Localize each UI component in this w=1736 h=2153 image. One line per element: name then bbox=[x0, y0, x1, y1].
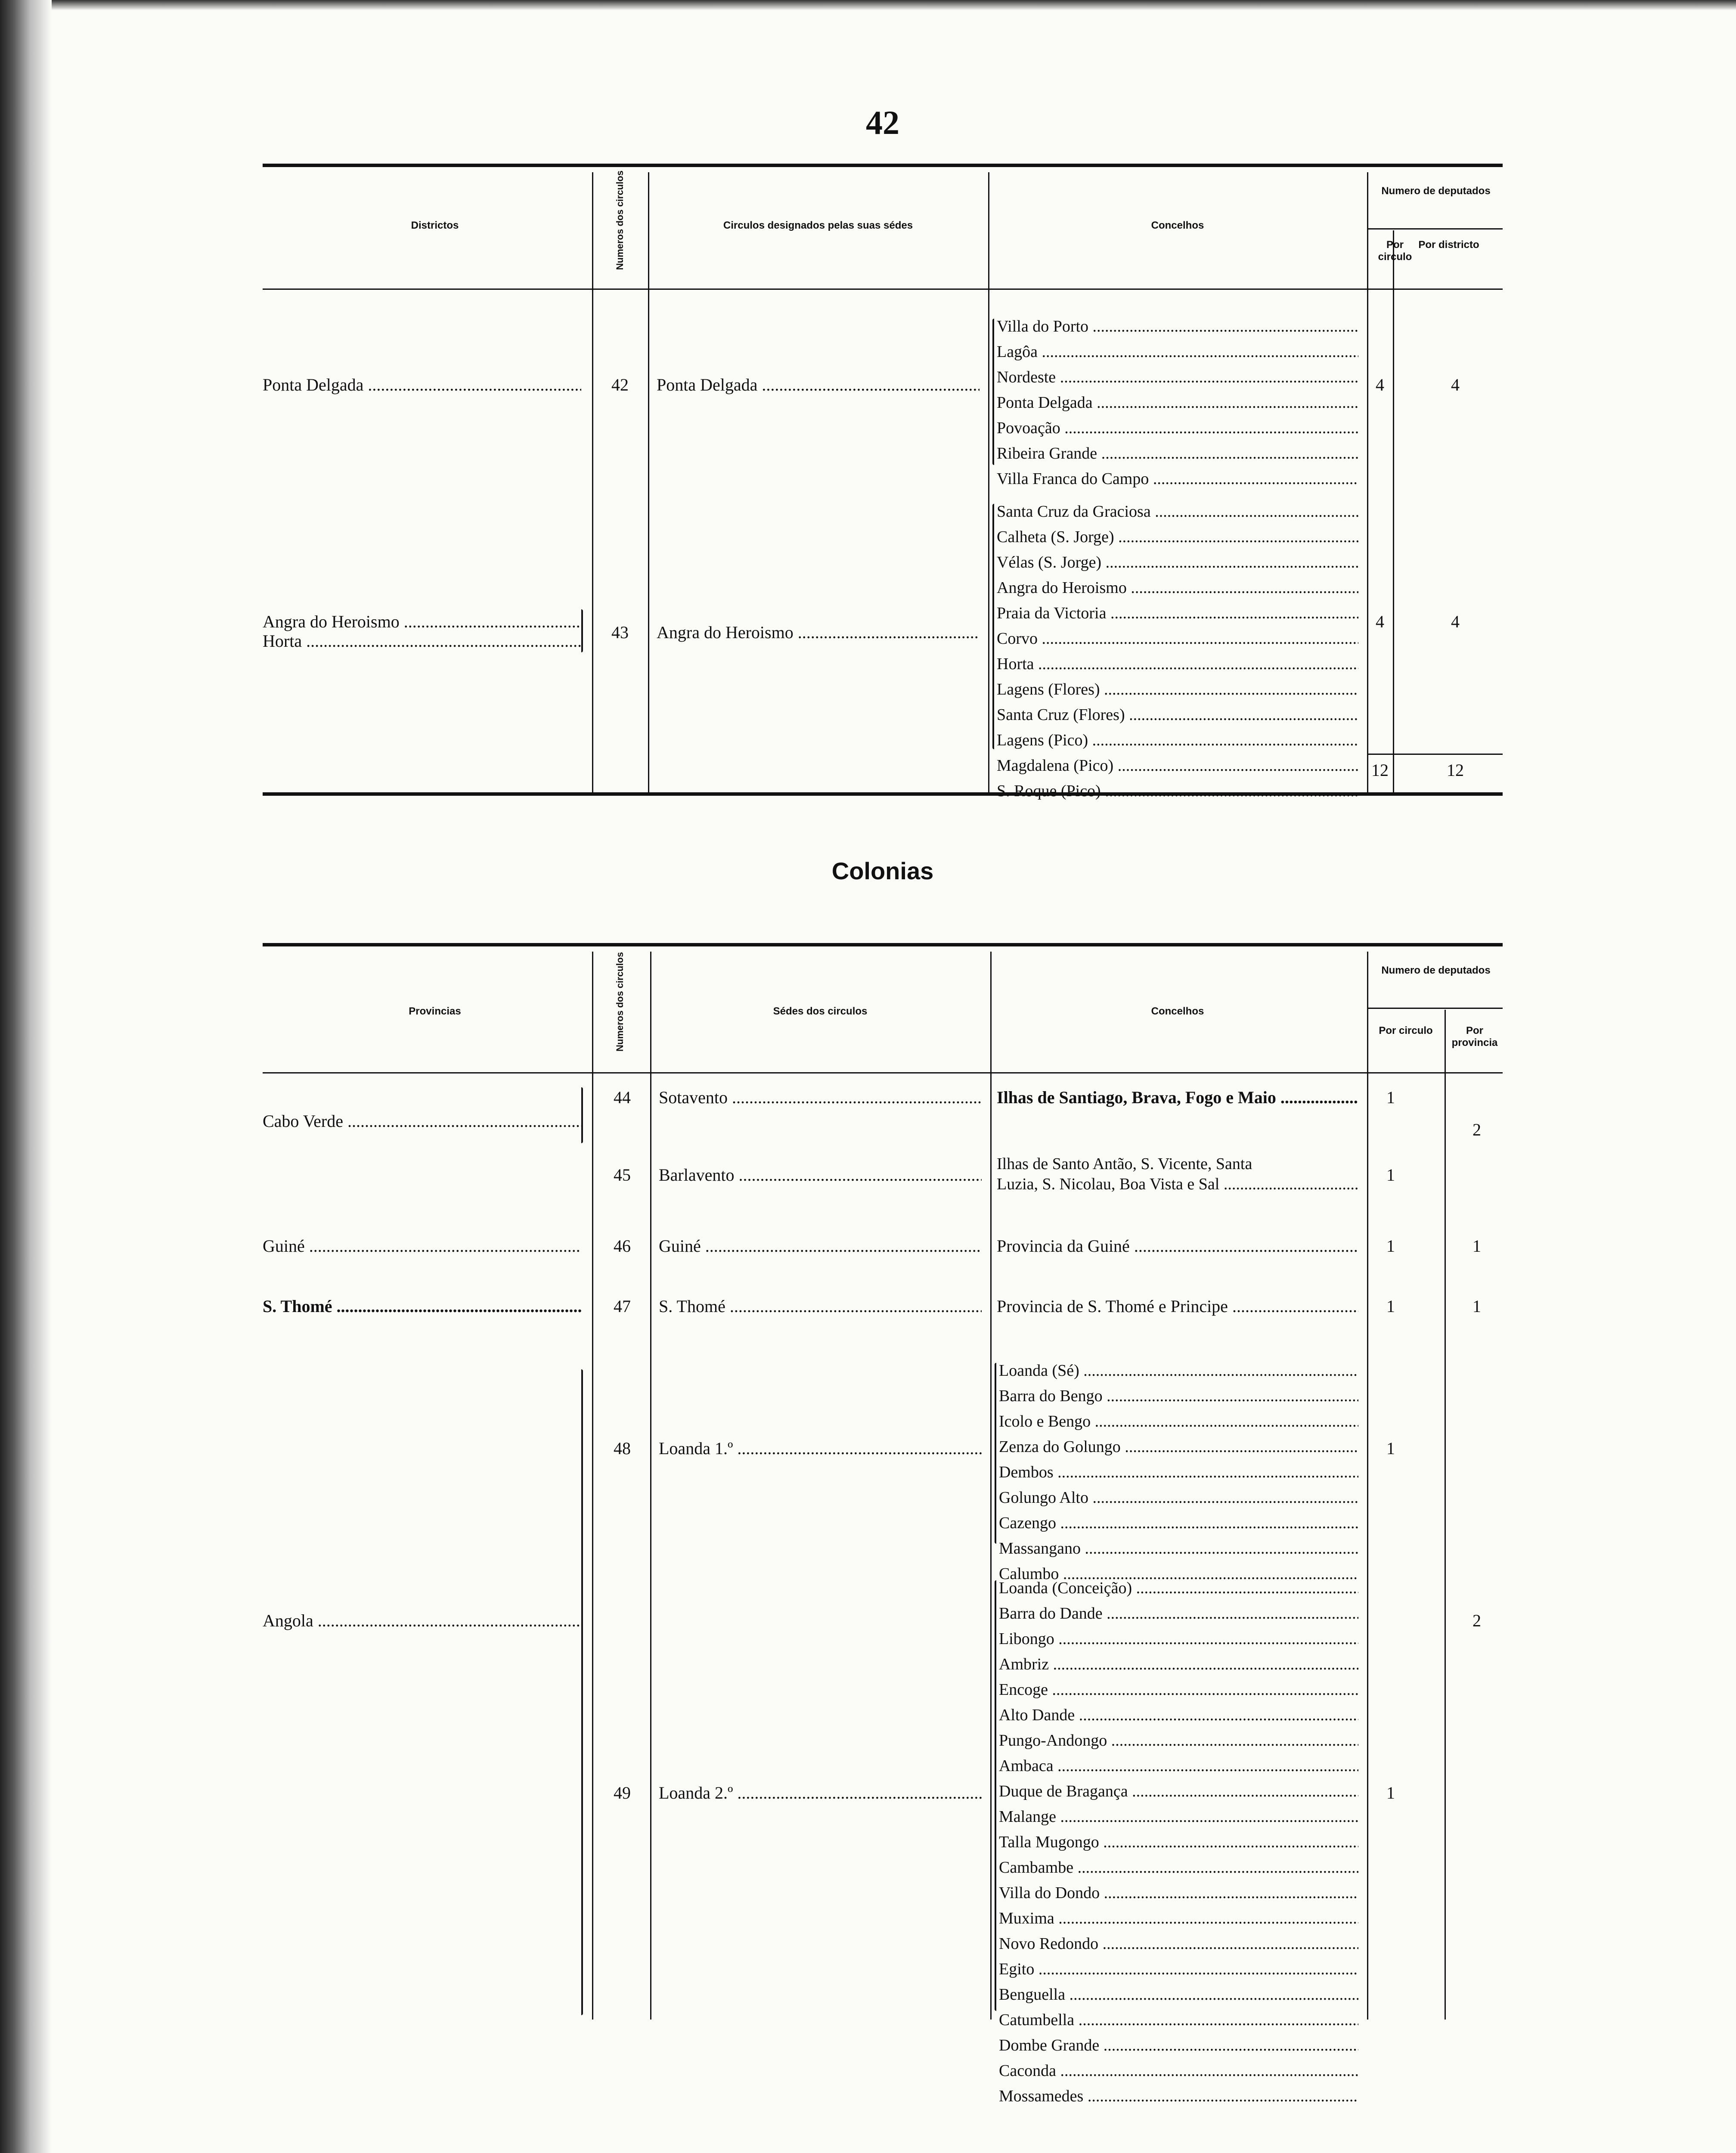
circle-number: 46 bbox=[614, 1236, 631, 1256]
list-item: Alto Dande ..... bbox=[999, 1705, 1358, 1731]
list-item: Muxima ..... bbox=[999, 1908, 1358, 1934]
por-circulo-value: 1 bbox=[1386, 1236, 1395, 1256]
district-cell: Horta ..... bbox=[263, 631, 581, 656]
list-item: Villa Franca do Campo ..... bbox=[997, 469, 1358, 494]
circle-seat: Guiné ..... bbox=[659, 1236, 982, 1261]
circle-number: 43 bbox=[611, 623, 629, 642]
header-por-circulo: Por circulo bbox=[1379, 1025, 1433, 1036]
concelho-item: Ilhas de Santiago, Brava, Fogo e Maio ..... bbox=[997, 1087, 1358, 1113]
totals-rule bbox=[1367, 754, 1503, 755]
brace bbox=[581, 1087, 583, 1143]
por-provincia-value: 1 bbox=[1472, 1297, 1481, 1316]
por-provincia-value: 2 bbox=[1472, 1120, 1481, 1139]
list-item: Pungo-Andongo ..... bbox=[999, 1731, 1358, 1756]
list-item: Talla Mugongo ..... bbox=[999, 1832, 1358, 1858]
district-cell: Ponta Delgada ..... bbox=[263, 375, 581, 400]
header-districtos: Districtos bbox=[411, 220, 459, 231]
list-item: Icolo e Bengo ..... bbox=[999, 1412, 1358, 1437]
col-divider bbox=[648, 172, 649, 792]
list-item: Lagens (Flores) ..... bbox=[997, 679, 1358, 705]
circle-seat: Ponta Delgada ..... bbox=[657, 375, 980, 400]
brace bbox=[992, 504, 994, 749]
page-number: 42 bbox=[866, 104, 899, 141]
list-item: Luzia, S. Nicolau, Boa Vista e Sal ..... bbox=[997, 1174, 1358, 1200]
brace bbox=[581, 609, 583, 652]
list-item: Lagens (Pico) ..... bbox=[997, 730, 1358, 756]
circle-number: 47 bbox=[614, 1297, 631, 1316]
col-divider bbox=[1367, 172, 1368, 792]
header-bottom-rule bbox=[263, 1072, 1503, 1073]
circle-seat: Angra do Heroismo ..... bbox=[657, 622, 980, 648]
province-cell: Guiné ..... bbox=[263, 1236, 581, 1261]
circle-number: 42 bbox=[611, 375, 629, 394]
list-item: Egito ..... bbox=[999, 1959, 1358, 1985]
por-circulo-value: 1 bbox=[1386, 1165, 1395, 1185]
circle-number: 44 bbox=[614, 1088, 631, 1107]
por-circulo-value: 4 bbox=[1376, 375, 1384, 394]
por-circulo-value: 4 bbox=[1376, 612, 1384, 631]
list-item: Povoação ..... bbox=[997, 418, 1358, 444]
col-divider bbox=[1367, 952, 1368, 2020]
list-item: Calheta (S. Jorge) ..... bbox=[997, 527, 1358, 552]
por-provincia-value: 1 bbox=[1472, 1236, 1481, 1256]
concelhos-list bbox=[997, 502, 1358, 807]
list-item: Dombe Grande ..... bbox=[999, 2035, 1358, 2061]
list-item: Nordeste ..... bbox=[997, 367, 1358, 393]
por-circulo-value: 1 bbox=[1386, 1088, 1395, 1107]
header-numeros: Numeros dos circulos bbox=[614, 952, 625, 1052]
col-divider bbox=[990, 952, 992, 2020]
table-top-rule bbox=[263, 943, 1503, 946]
header-por-provincia: Por provincia bbox=[1451, 1025, 1498, 1049]
list-item: Lagôa ..... bbox=[997, 342, 1358, 367]
list-item: Angra do Heroismo ..... bbox=[997, 578, 1358, 603]
total-por-circulo: 12 bbox=[1371, 760, 1389, 780]
por-circulo-value: 1 bbox=[1386, 1783, 1395, 1802]
districts-table bbox=[263, 159, 1503, 800]
subheader-rule bbox=[1367, 1008, 1503, 1009]
colonies-table bbox=[263, 939, 1503, 2105]
por-circulo-value: 1 bbox=[1386, 1439, 1395, 1458]
list-item: Calumbo ..... bbox=[999, 1564, 1358, 1589]
header-bottom-rule bbox=[263, 289, 1503, 290]
list-item: Duque de Bragança ..... bbox=[999, 1781, 1358, 1807]
table-top-rule bbox=[263, 164, 1503, 167]
list-item: Horta ..... bbox=[997, 654, 1358, 679]
circle-seat: Sotavento ..... bbox=[659, 1087, 982, 1113]
list-item: Encoge ..... bbox=[999, 1680, 1358, 1705]
brace bbox=[581, 1369, 583, 2015]
list-item: Massangano ..... bbox=[999, 1539, 1358, 1564]
province-cell: S. Thomé ..... bbox=[263, 1296, 581, 1322]
por-circulo-value: 1 bbox=[1386, 1297, 1395, 1316]
list-item: Ambriz ..... bbox=[999, 1654, 1358, 1680]
col-divider bbox=[650, 952, 651, 2020]
concelho-item: Provincia de S. Thomé e Principe ..... bbox=[997, 1296, 1358, 1322]
list-item: Caconda ..... bbox=[999, 2061, 1358, 2086]
concelhos-list bbox=[999, 1361, 1358, 1589]
header-por-districto: Por districto bbox=[1418, 239, 1479, 251]
list-item: Loanda (Sé) ..... bbox=[999, 1361, 1358, 1386]
header-por-circulo: Por circulo bbox=[1378, 239, 1412, 263]
section-title: Colonias bbox=[831, 857, 934, 884]
circle-seat: Loanda 1.º ..... bbox=[659, 1438, 982, 1464]
list-item: Corvo ..... bbox=[997, 629, 1358, 654]
brace bbox=[995, 1580, 996, 2011]
concelhos-list bbox=[999, 1578, 1358, 2112]
list-item: Novo Redondo ..... bbox=[999, 1934, 1358, 1959]
circle-seat: Loanda 2.º ..... bbox=[659, 1783, 982, 1808]
list-item: Cambambe ..... bbox=[999, 1858, 1358, 1883]
subheader-rule bbox=[1367, 228, 1503, 230]
total-por-districto: 12 bbox=[1447, 760, 1464, 780]
list-item: Praia da Victoria ..... bbox=[997, 603, 1358, 629]
list-item: S. Roque (Pico) ..... bbox=[997, 781, 1358, 807]
list-item: Ribeira Grande ..... bbox=[997, 444, 1358, 469]
list-item: Santa Cruz (Flores) ..... bbox=[997, 705, 1358, 730]
header-numero-deputados: Numero de deputados bbox=[1381, 965, 1491, 976]
list-item: Libongo ..... bbox=[999, 1629, 1358, 1654]
header-numero-deputados: Numero de deputados bbox=[1381, 185, 1491, 197]
list-item: Golungo Alto ..... bbox=[999, 1488, 1358, 1513]
list-item: Villa do Dondo ..... bbox=[999, 1883, 1358, 1908]
col-divider bbox=[988, 172, 989, 792]
list-item: Catumbella ..... bbox=[999, 2010, 1358, 2035]
list-item: Mossamedes ..... bbox=[999, 2086, 1358, 2112]
list-item: Ponta Delgada ..... bbox=[997, 393, 1358, 418]
list-item: Loanda (Conceição) ..... bbox=[999, 1578, 1358, 1604]
circle-number: 45 bbox=[614, 1165, 631, 1185]
col-divider bbox=[1445, 1010, 1446, 2020]
list-item: Ilhas de Santo Antão, S. Vicente, Santa bbox=[997, 1155, 1252, 1173]
brace bbox=[995, 1363, 996, 1544]
header-numeros: Numeros dos circulos bbox=[614, 170, 625, 270]
scan-edge-left bbox=[0, 0, 52, 2153]
list-item: Benguella ..... bbox=[999, 1985, 1358, 2010]
district-cell: Angra do Heroismo ..... bbox=[263, 611, 581, 637]
scan-edge-top bbox=[0, 0, 1736, 10]
circle-seat: S. Thomé ..... bbox=[659, 1296, 982, 1322]
list-item: Ambaca ..... bbox=[999, 1756, 1358, 1781]
list-item: Barra do Dande ..... bbox=[999, 1604, 1358, 1629]
col-divider bbox=[592, 172, 593, 792]
brace bbox=[992, 319, 994, 465]
list-item: Cazengo ..... bbox=[999, 1513, 1358, 1539]
header-concelhos: Concelhos bbox=[1151, 1005, 1204, 1017]
list-item: Magdalena (Pico) ..... bbox=[997, 756, 1358, 781]
list-item: Dembos ..... bbox=[999, 1462, 1358, 1488]
concelhos-list bbox=[997, 316, 1358, 494]
header-provincias: Provincias bbox=[409, 1005, 461, 1017]
list-item: Barra do Bengo ..... bbox=[999, 1386, 1358, 1412]
list-item: Zenza do Golungo ..... bbox=[999, 1437, 1358, 1462]
col-divider bbox=[1393, 230, 1394, 792]
circle-seat: Barlavento ..... bbox=[659, 1165, 982, 1190]
header-concelhos: Concelhos bbox=[1151, 220, 1204, 231]
por-provincia-value: 2 bbox=[1472, 1611, 1481, 1630]
circle-number: 48 bbox=[614, 1439, 631, 1458]
circle-number: 49 bbox=[614, 1783, 631, 1802]
header-sedes: Sédes dos circulos bbox=[773, 1005, 868, 1017]
list-item: Malange ..... bbox=[999, 1807, 1358, 1832]
col-divider bbox=[592, 952, 593, 2020]
concelho-item: Provincia da Guiné ..... bbox=[997, 1236, 1358, 1261]
list-item: Vélas (S. Jorge) ..... bbox=[997, 552, 1358, 578]
concelhos-list bbox=[997, 1154, 1358, 1200]
header-circulos: Circulos designados pelas suas sédes bbox=[723, 220, 913, 231]
por-districto-value: 4 bbox=[1451, 612, 1460, 631]
por-districto-value: 4 bbox=[1451, 375, 1460, 394]
province-cell: Cabo Verde ..... bbox=[263, 1111, 581, 1136]
list-item: Villa do Porto ..... bbox=[997, 316, 1358, 342]
province-cell: Angola ..... bbox=[263, 1610, 581, 1636]
list-item: Santa Cruz da Graciosa ..... bbox=[997, 502, 1358, 527]
